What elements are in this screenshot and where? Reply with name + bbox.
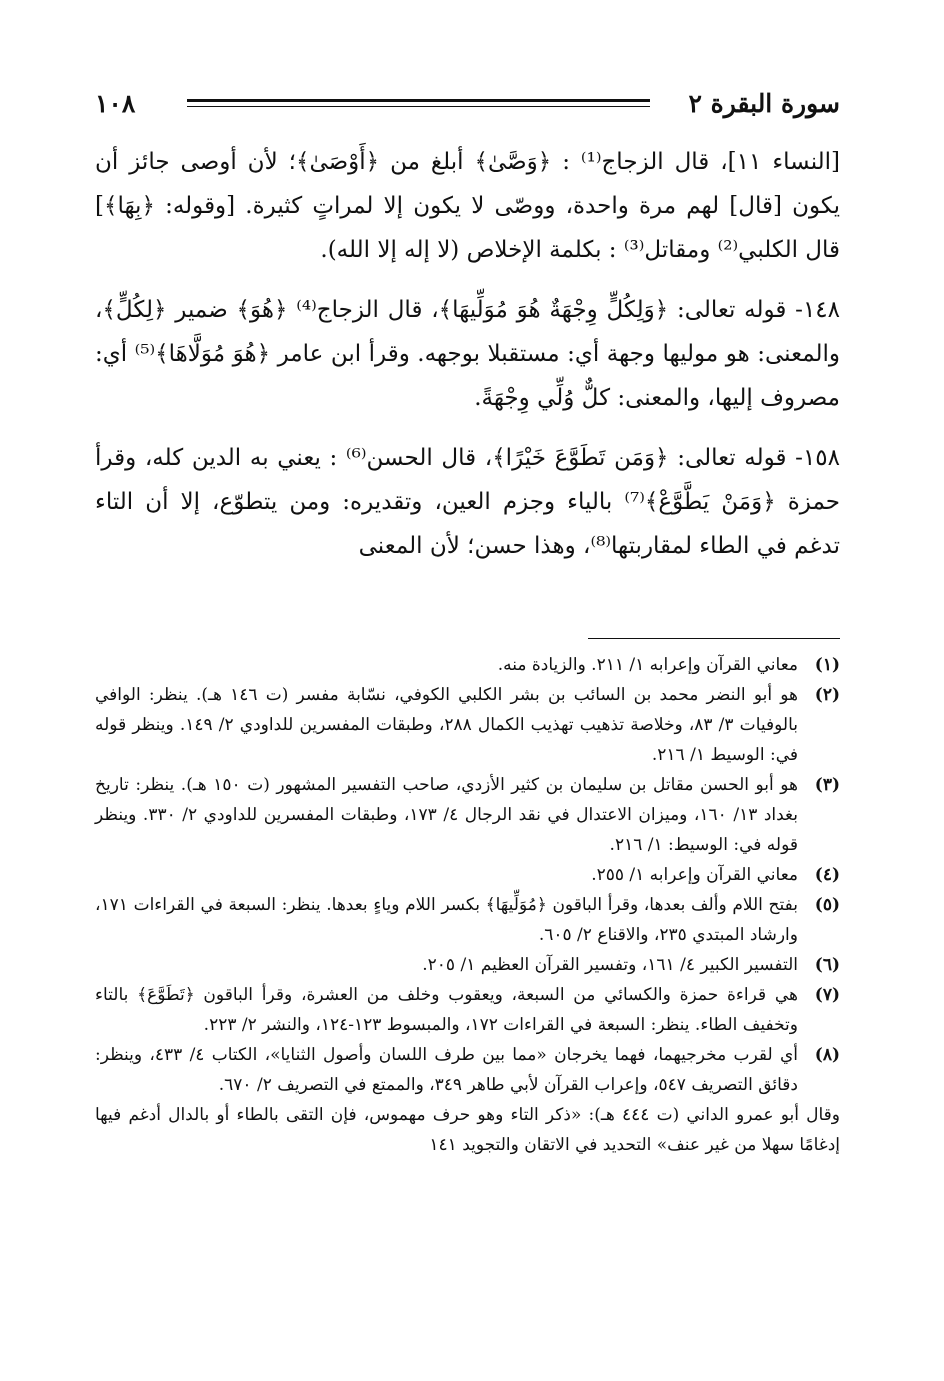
footnote-text: بفتح اللام وألف بعدها، وقرأ الباقون ﴿مُوَلِّيهَا﴾ بكسر اللام وياءٍ بعدها. ينظر: السبعة في القراءات ١٧١، وارشاد المبتدي ٢٣٥، والاقناع ٢/ ٦٠٥. bbox=[95, 895, 798, 945]
header-rule-thick bbox=[187, 99, 650, 102]
footnote-number: (٧) bbox=[814, 985, 840, 1005]
footnote bbox=[95, 770, 840, 860]
footnote-number: (٣) bbox=[814, 775, 840, 795]
footnote-number: (٨) bbox=[814, 1045, 840, 1065]
footnote-number: (٢) bbox=[814, 685, 840, 705]
main-text bbox=[95, 140, 840, 584]
page-header bbox=[95, 84, 840, 124]
header-rule-thin bbox=[187, 106, 650, 107]
footnote-number: (٦) bbox=[814, 955, 840, 975]
paragraph: ١٤٨- قوله تعالى: ﴿وَلِكُلٍّ وِجْهَةٌ هُوَ مُوَلِّيهَا﴾، قال الزجاج⁽⁴⁾ ﴿هُوَ﴾ ضمير ﴿لِكُلٍّ﴾، والمعنى: هو موليها وجهة أي: مستقبلا بوجهه. وقرأ ابن عامر ﴿هُوَ مُوَلَّاهَا﴾⁽⁵⁾ أي: مصروف إليها، والمعنى: كلٌّ وُلِّي وِجْهَةً. bbox=[95, 297, 840, 411]
footnote-text: معاني القرآن وإعرابه ١/ ٢٥٥. bbox=[591, 865, 798, 885]
footnote bbox=[95, 980, 840, 1040]
footnote-text: معاني القرآن وإعرابه ١/ ٢١١. والزيادة منه. bbox=[497, 655, 798, 675]
footnote-text: هو أبو الحسن مقاتل بن سليمان بن كثير الأزدي، صاحب التفسير المشهور (ت ١٥٠ هـ). ينظر: تاريخ بغداد ١٣/ ١٦٠، وميزان الاعتدال في نقد الرجال ٤/ ١٧٣، وطبقات المفسرين للداودي ٢/ ٣٣٠. وينظر قوله في: الوسيط: ١/ ٢١٦. bbox=[95, 775, 798, 855]
footnotes bbox=[95, 650, 840, 1160]
footnote-text: هي قراءة حمزة والكسائي من السبعة، ويعقوب وخلف من العشرة، وقرأ الباقون ﴿تَطَوَّعَ﴾ بالتاء وتخفيف الطاء. ينظر: السبعة في القراءات ١٧٢، والمبسوط ١٢٣-١٢٤، والنشر ٢/ ٢٢٣. bbox=[95, 985, 798, 1035]
footnote-separator bbox=[588, 638, 840, 639]
surah-title: سورة البقرة ٢ bbox=[688, 89, 840, 118]
footnote bbox=[95, 860, 840, 890]
footnote-text: التفسير الكبير ٤/ ١٦١، وتفسير القرآن العظيم ١/ ٢٠٥. bbox=[422, 955, 798, 975]
paragraph: ١٥٨- قوله تعالى: ﴿وَمَن تَطَوَّعَ خَيْرًا﴾، قال الحسن⁽⁶⁾ : يعني به الدين كله، وقرأ حمزة ﴿وَمَنْ يَطَّوَّعْ﴾⁽⁷⁾ بالياء وجزم العين، وتقديره: ومن يتطوّع، إلا أن التاء تدغم في الطاء لمقاربتها⁽⁸⁾، وهذا حسن؛ لأن المعنى bbox=[95, 445, 840, 559]
footnote-continuation: وقال أبو عمرو الداني (ت ٤٤٤ هـ): «ذكر التاء وهو حرف مهموس، فإن التقى بالطاء أو بالدال أدغم فيها إدغامًا سهلا من غير عنف» التحديد في الاتقان والتجويد ١٤١ bbox=[95, 1105, 840, 1155]
footnote bbox=[95, 650, 840, 680]
footnote-number: (٤) bbox=[814, 865, 840, 885]
paragraph: [النساء ١١]، قال الزجاج⁽¹⁾ : ﴿وَصَّىٰ﴾ أبلغ من ﴿أَوْصَىٰ﴾؛ لأن أوصى جائز أن يكون [قال] لهم مرة واحدة، ووصّى لا يكون إلا لمراتٍ كثيرة. [وقوله: ﴿بِهَا﴾] قال الكلبي⁽²⁾ ومقاتل⁽³⁾ : بكلمة الإخلاص (لا إله إلا الله). bbox=[95, 149, 841, 263]
footnote bbox=[95, 950, 840, 980]
footnote-text: هو أبو النضر محمد بن السائب بن بشر الكلبي الكوفي، نسّابة مفسر (ت ١٤٦ هـ). ينظر: الوافي بالوفيات ٣/ ٨٣، وخلاصة تذهيب تهذيب الكمال ٢٨٨، وطبقات المفسرين للداودي ٢/ ١٤٩. وينظر قوله في: الوسيط ١/ ٢١٦. bbox=[95, 685, 798, 765]
footnote bbox=[95, 1040, 840, 1100]
footnote bbox=[95, 890, 840, 950]
footnote-number: (١) bbox=[814, 655, 840, 675]
footnote-number: (٥) bbox=[814, 895, 840, 915]
footnote bbox=[95, 680, 840, 770]
footnote-text: أي لقرب مخرجيهما، فهما يخرجان «مما بين طرف اللسان وأصول الثنايا»، الكتاب ٤/ ٤٣٣، وينظر: دقائق التصريف ٥٤٧، وإعراب القرآن لأبي طاهر ٣٤٩، والممتع في التصريف ٢/ ٦٧٠. bbox=[95, 1045, 798, 1095]
page-number: ١٠٨ bbox=[95, 89, 136, 118]
